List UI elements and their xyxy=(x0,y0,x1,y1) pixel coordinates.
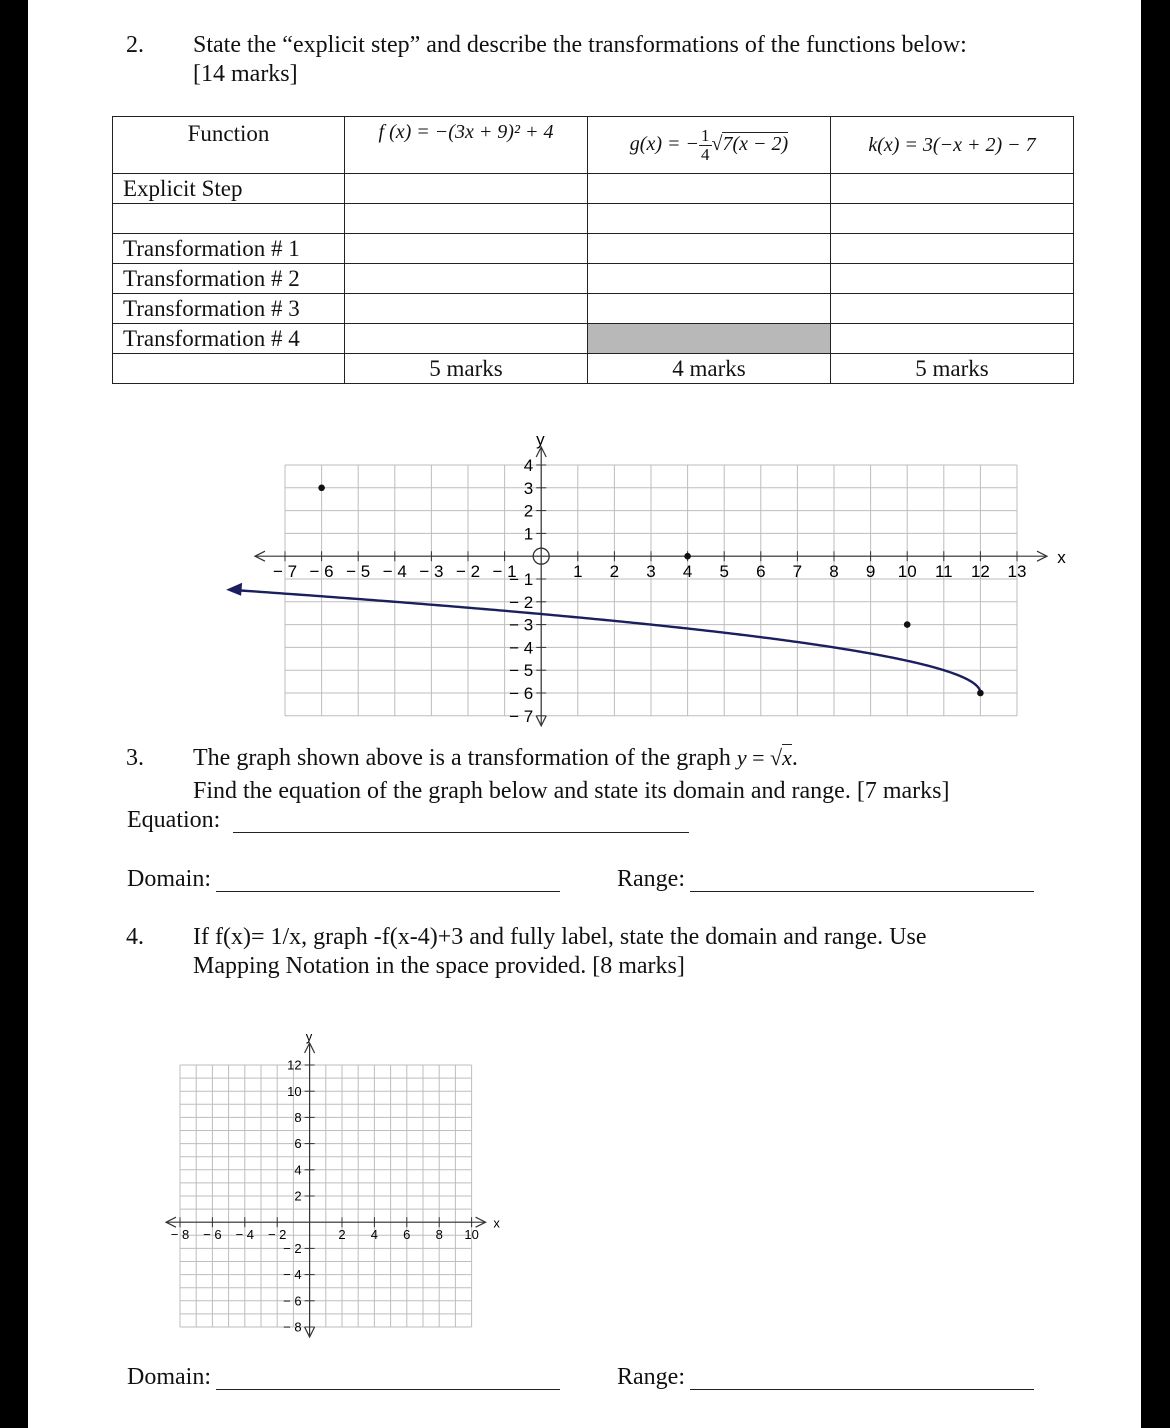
x-tick-label: 2 xyxy=(609,562,620,582)
answer-cell[interactable] xyxy=(831,264,1074,294)
marks-row-label xyxy=(113,354,345,384)
answer-cell[interactable] xyxy=(588,204,831,234)
equation-label: Equation: xyxy=(127,807,221,833)
q3-eq-equals: = xyxy=(746,745,771,770)
q3-number: 3. xyxy=(126,745,144,771)
row-label: Transformation # 3 xyxy=(113,294,345,324)
x-tick-label: 13 xyxy=(1007,562,1027,582)
answer-cell[interactable] xyxy=(345,204,588,234)
x-tick-label: 4 xyxy=(370,1227,379,1243)
answer-cell[interactable] xyxy=(588,234,831,264)
function-k: k(x) = 3(−x + 2) − 7 xyxy=(831,117,1074,174)
x-tick-label: 1 xyxy=(573,562,583,582)
y-tick-label: 1 xyxy=(523,524,534,544)
row-label: Transformation # 4 xyxy=(113,324,345,354)
q4-number: 4. xyxy=(126,924,144,950)
x-axis-label: x xyxy=(1057,548,1066,567)
y-tick-label: − 3 xyxy=(509,615,534,635)
row-label: Transformation # 1 xyxy=(113,234,345,264)
y-tick-label: − 5 xyxy=(509,661,534,681)
q3-line1: The graph shown above is a transformation of the graph y = √x. xyxy=(193,745,798,771)
sqrt-transformation-graph xyxy=(208,430,1066,735)
y-tick-label: − 2 xyxy=(283,1240,302,1256)
x-tick-label: 7 xyxy=(792,562,803,582)
y-tick-label: − 6 xyxy=(509,683,534,703)
x-tick-label: 11 xyxy=(934,562,953,582)
y-axis-label: y xyxy=(536,430,545,449)
q4-domain-label: Domain: xyxy=(127,1364,211,1390)
y-tick-label: − 7 xyxy=(509,706,534,726)
answer-cell[interactable] xyxy=(345,234,588,264)
x-tick-label: 6 xyxy=(403,1227,411,1243)
y-tick-label: − 1 xyxy=(509,569,534,589)
x-tick-label: 10 xyxy=(464,1227,479,1243)
marks-k: 5 marks xyxy=(831,354,1074,384)
y-tick-label: 4 xyxy=(294,1162,302,1178)
transformations-table xyxy=(112,116,1074,384)
marks-f: 5 marks xyxy=(345,354,588,384)
q4-domain-answer-line[interactable] xyxy=(216,1389,560,1390)
x-tick-label: 6 xyxy=(756,562,766,582)
answer-cell[interactable] xyxy=(588,294,831,324)
row-label: Transformation # 2 xyxy=(113,264,345,294)
y-tick-label: 10 xyxy=(287,1083,302,1099)
answer-cell[interactable] xyxy=(588,174,831,204)
function-g: g(x) = − $\frac{1}{4}$ √7(x − 2) xyxy=(588,117,831,174)
key-point xyxy=(977,690,984,697)
y-tick-label: − 4 xyxy=(283,1267,302,1283)
q4-range-answer-line[interactable] xyxy=(690,1389,1034,1390)
y-tick-label: 12 xyxy=(287,1057,302,1073)
answer-cell[interactable] xyxy=(831,174,1074,204)
y-tick-label: 2 xyxy=(523,501,534,521)
x-tick-label: − 2 xyxy=(267,1227,287,1243)
x-tick-label: 12 xyxy=(970,562,990,582)
x-tick-label: − 7 xyxy=(272,562,298,582)
y-tick-label: 2 xyxy=(294,1188,302,1204)
x-tick-label: 3 xyxy=(646,562,656,582)
x-axis-label: x xyxy=(493,1215,500,1231)
x-tick-label: 9 xyxy=(865,562,876,582)
q2-number: 2. xyxy=(126,32,144,58)
curve-end-arrow xyxy=(226,583,242,596)
x-tick-label: − 4 xyxy=(382,562,407,582)
row-label xyxy=(113,204,345,234)
blank-grid-graph[interactable] xyxy=(128,1029,508,1355)
q3-domain-answer-line[interactable] xyxy=(216,891,560,892)
y-tick-label: − 6 xyxy=(283,1293,302,1309)
x-tick-label: − 2 xyxy=(455,562,481,582)
y-tick-label: 3 xyxy=(523,478,534,498)
answer-cell[interactable] xyxy=(831,204,1074,234)
q3-eq-x: x xyxy=(782,745,792,770)
answer-cell[interactable] xyxy=(831,324,1074,354)
answer-cell[interactable] xyxy=(345,264,588,294)
q3-range-answer-line[interactable] xyxy=(690,891,1034,892)
q3-line2: Find the equation of the graph below and state its domain and range. [7 marks] xyxy=(193,778,950,804)
key-point xyxy=(318,485,325,492)
function-g-numerator: 1 xyxy=(701,125,710,145)
x-tick-label: − 4 xyxy=(235,1227,255,1243)
q4-line1: If f(x)= 1/x, graph -f(x-4)+3 and fully label, state the domain and range. Use xyxy=(193,924,927,950)
q4-range-label: Range: xyxy=(617,1364,685,1390)
q2-prompt: State the “explicit step” and describe the transformations of the functions below: xyxy=(193,32,967,58)
y-tick-label: 8 xyxy=(294,1109,302,1125)
key-point xyxy=(904,621,911,628)
q3-eq-y: y xyxy=(736,745,747,770)
function-g-denominator: 4 xyxy=(701,144,710,164)
y-axis-label: y xyxy=(305,1029,313,1044)
function-f: f (x) = −(3x + 9)² + 4 xyxy=(345,117,588,174)
row-label: Explicit Step xyxy=(113,174,345,204)
answer-cell[interactable] xyxy=(345,324,588,354)
function-curve xyxy=(230,590,980,693)
x-tick-label: 8 xyxy=(435,1227,443,1243)
answer-cell[interactable] xyxy=(588,264,831,294)
function-g-prefix: g(x) = − xyxy=(629,132,699,155)
x-tick-label: − 5 xyxy=(346,562,371,582)
x-tick-label: 8 xyxy=(829,562,839,582)
y-tick-label: − 2 xyxy=(509,592,534,612)
x-tick-label: − 6 xyxy=(203,1227,222,1243)
header-function-label: Function xyxy=(113,117,345,174)
function-g-radicand: 7(x − 2) xyxy=(722,132,789,155)
x-tick-label: − 1 xyxy=(492,562,517,582)
x-tick-label: − 6 xyxy=(309,562,334,582)
q4-line2: Mapping Notation in the space provided. [8 marks] xyxy=(193,953,685,979)
answer-cell[interactable] xyxy=(831,294,1074,324)
answer-cell[interactable] xyxy=(345,174,588,204)
answer-cell[interactable] xyxy=(345,294,588,324)
q3-line1-text: The graph shown above is a transformation of the graph xyxy=(193,745,731,771)
x-tick-label: − 8 xyxy=(170,1227,190,1243)
y-tick-label: 4 xyxy=(523,455,534,475)
y-tick-label: 6 xyxy=(294,1136,302,1152)
x-tick-label: 2 xyxy=(338,1227,346,1243)
x-tick-label: 4 xyxy=(682,562,693,582)
shaded-cell xyxy=(588,324,831,354)
worksheet-page xyxy=(28,0,1141,1428)
y-tick-label: − 4 xyxy=(509,638,534,658)
q3-domain-label: Domain: xyxy=(127,866,211,892)
marks-g: 4 marks xyxy=(588,354,831,384)
q2-marks: [14 marks] xyxy=(193,61,298,87)
q3-range-label: Range: xyxy=(617,866,685,892)
x-tick-label: 10 xyxy=(897,562,917,582)
answer-cell[interactable] xyxy=(831,234,1074,264)
equation-answer-line[interactable] xyxy=(233,832,689,833)
y-tick-label: − 8 xyxy=(283,1319,302,1335)
x-tick-label: − 3 xyxy=(419,562,444,582)
key-point xyxy=(684,553,691,560)
x-tick-label: 5 xyxy=(719,562,729,582)
